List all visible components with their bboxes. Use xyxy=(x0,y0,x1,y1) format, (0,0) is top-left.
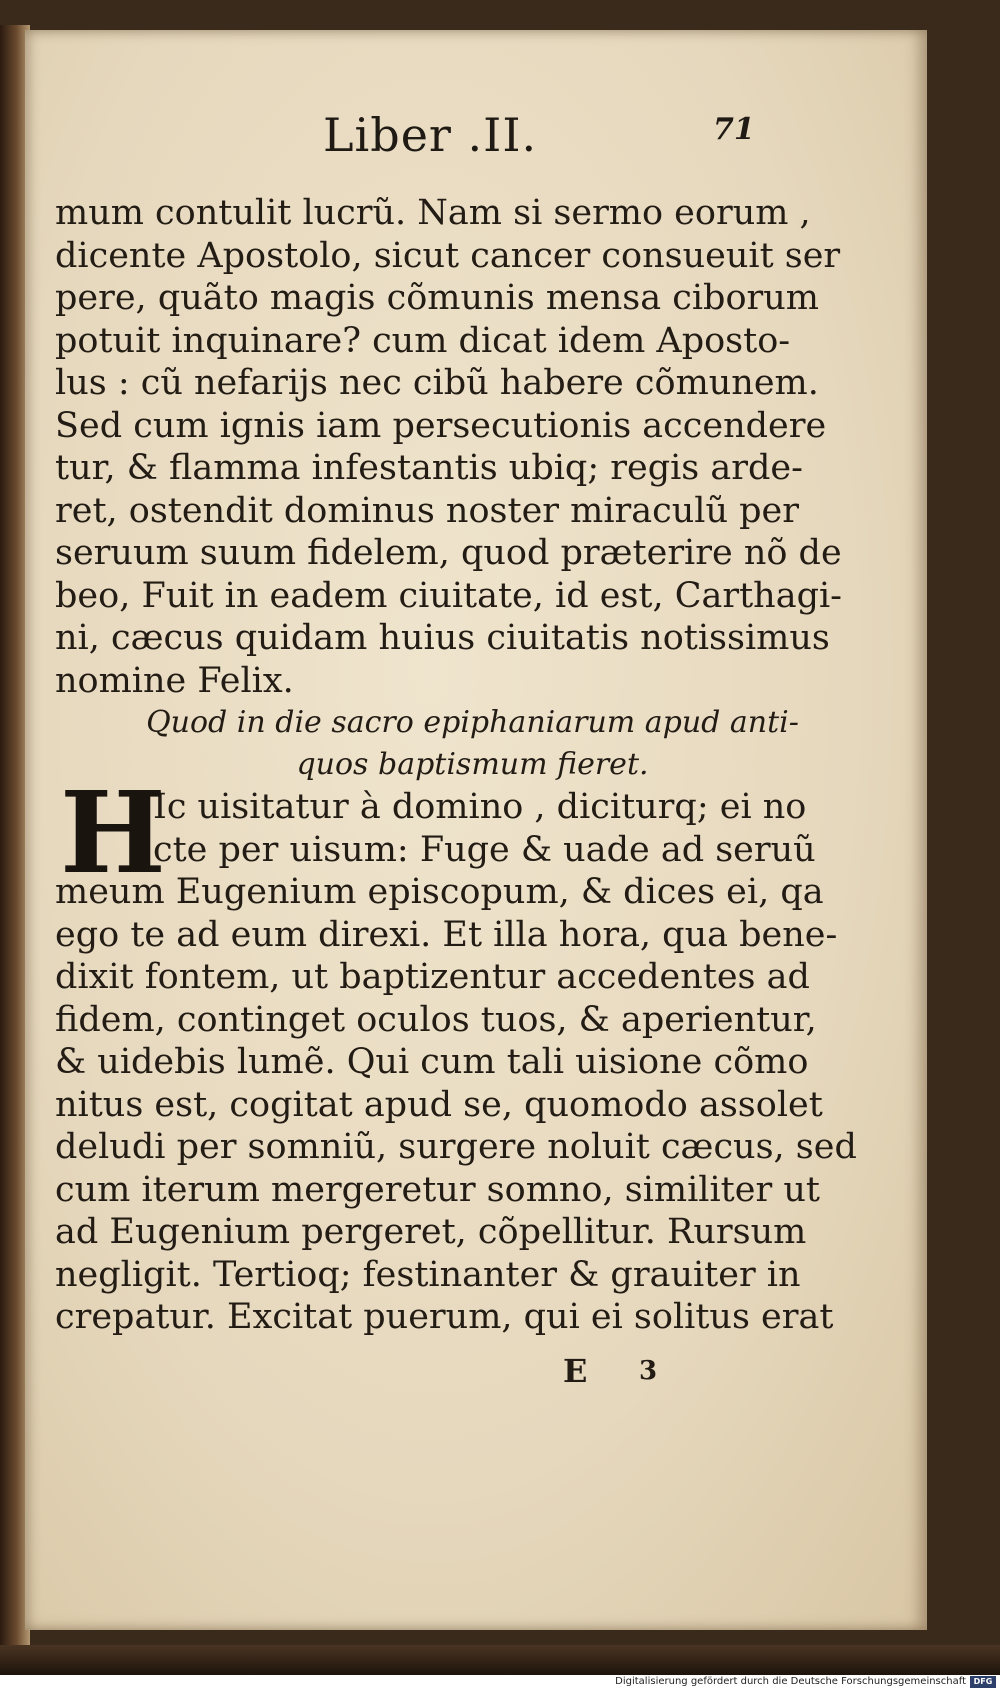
text-line: ego te ad eum direxi. Et illa hora, qua bene- xyxy=(55,914,838,955)
dfg-logo-icon: DFG xyxy=(970,1676,996,1688)
signature-mark xyxy=(25,1352,927,1392)
text-line: nomine Felix. xyxy=(55,660,294,701)
text-block xyxy=(55,192,890,1339)
book-bottom-edge xyxy=(0,1645,1000,1675)
text-line: deludi per somniũ, surgere noluit cæcus, sed xyxy=(55,1127,857,1167)
footer-bar xyxy=(0,1675,1000,1689)
text-line: fidem, continget oculos tuos, & aperientur, xyxy=(55,999,817,1040)
paragraph-before-heading xyxy=(55,192,890,702)
text-line: seruum suum fidelem, quod præterire nõ de xyxy=(55,533,842,573)
text-line: lus : cũ nefarijs nec cibũ habere cõmunem. xyxy=(55,363,819,403)
text-line: dicente Apostolo, sicut cancer consueuit ser xyxy=(55,235,841,276)
heading-line: Quod in die sacro epiphaniarum apud anti- xyxy=(146,705,799,740)
paragraph-after-heading xyxy=(55,768,890,1339)
text-line: nitus est, cogitat apud se, quomodo assolet xyxy=(55,1084,823,1125)
text-line: tur, & flamma infestantis ubiq; regis arde- xyxy=(55,448,803,488)
text-line: mum contulit lucrũ. Nam si sermo eorum , xyxy=(55,193,811,233)
digitization-credit: Digitalisierung gefördert durch die Deutsche Forschungsgemeinschaft xyxy=(615,1676,966,1687)
text-line: cte per uisum: Fuge & uade ad seruũ xyxy=(153,829,816,870)
text-line: meum Eugenium episcopum, & dices ei, qa xyxy=(55,872,824,912)
signature-letter: E xyxy=(563,1352,588,1390)
text-line: ad Eugenium pergeret, cõpellitur. Rursum xyxy=(55,1212,807,1252)
text-line: negligit. Tertioq; festinanter & grauiter in xyxy=(55,1254,801,1295)
section-heading xyxy=(55,702,890,786)
text-line: & uidebis lumẽ. Qui cum tali uisione cõmo xyxy=(55,1042,809,1082)
text-line: cum iterum mergeretur somno, similiter ut xyxy=(55,1169,820,1210)
text-line: Ic uisitatur à domino , diciturq; ei no xyxy=(153,787,807,827)
running-head: Liber .II. xyxy=(323,108,538,162)
heading-line: quos baptismum fieret. xyxy=(296,747,649,782)
text-line: Sed cum ignis iam persecutionis accendere xyxy=(55,405,827,446)
text-line: dixit fontem, ut baptizentur accedentes ad xyxy=(55,957,810,997)
text-line: ret, ostendit dominus noster miraculũ per xyxy=(55,490,799,531)
text-line: ni, cæcus quidam huius ciuitatis notissimus xyxy=(55,618,830,658)
text-line: pere, quãto magis cõmunis mensa ciborum xyxy=(55,278,819,318)
drop-cap-initial: H xyxy=(60,768,166,899)
folio-number: 71 xyxy=(713,112,755,147)
text-line: crepatur. Excitat puerum, qui ei solitus erat xyxy=(55,1297,834,1337)
signature-number: 3 xyxy=(639,1356,658,1386)
text-line: beo, Fuit in eadem ciuitate, id est, Carthagi- xyxy=(55,575,843,616)
book-page xyxy=(25,30,927,1630)
text-line: potuit inquinare? cum dicat idem Aposto- xyxy=(55,320,791,361)
